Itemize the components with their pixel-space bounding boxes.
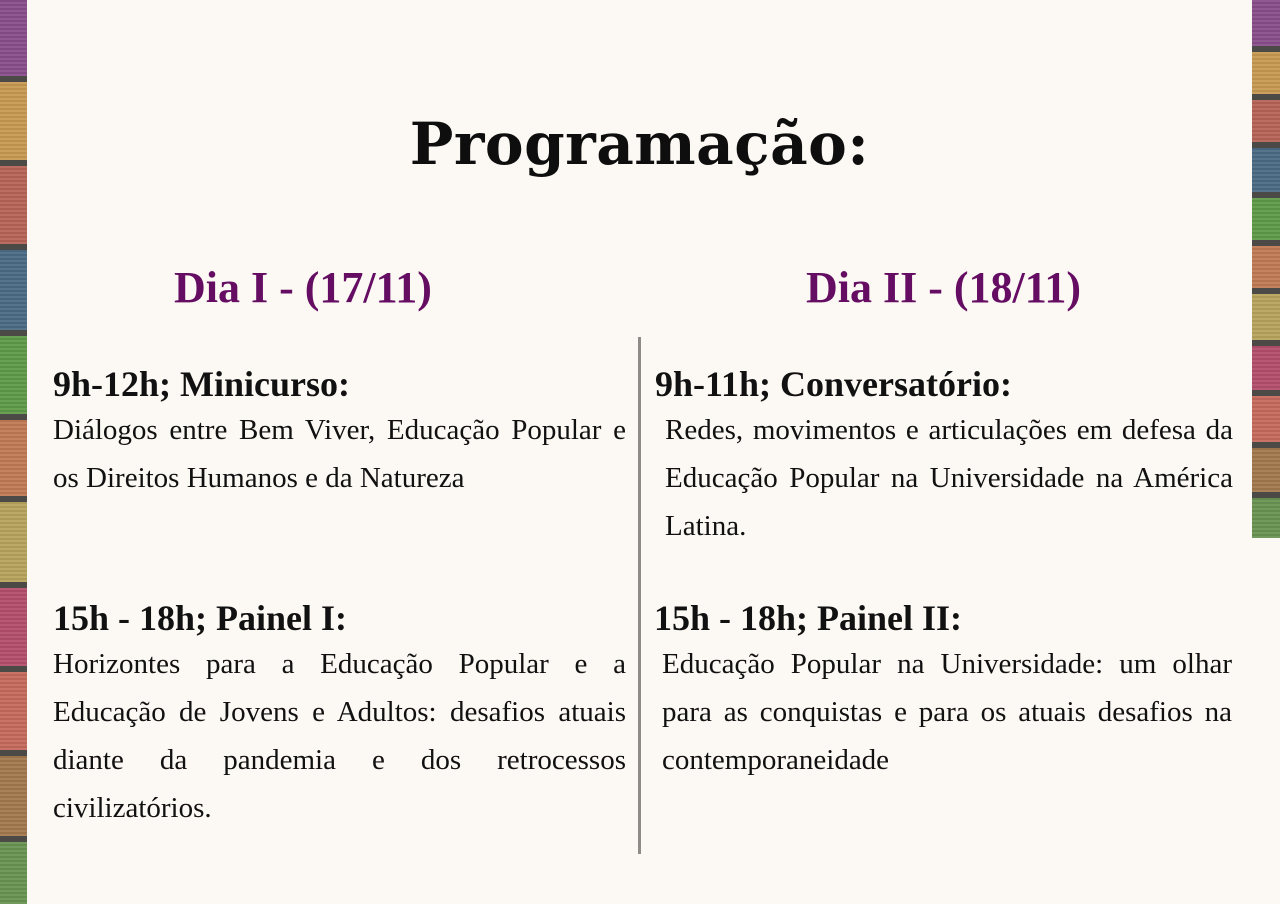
left-wood-stripe-decoration xyxy=(0,0,27,904)
day-1-session-1 xyxy=(53,362,626,502)
session-description: Diálogos entre Bem Viver, Educação Popular e os Direitos Humanos e da Natureza xyxy=(53,414,626,494)
day-2-session-1 xyxy=(655,362,1235,550)
session-description: Educação Popular na Universidade: um olhar para as conquistas e para os atuais desafios na contemporaneidade xyxy=(662,648,1232,776)
wood-plank xyxy=(1252,346,1280,396)
wood-plank xyxy=(0,842,27,904)
day-1-session-2 xyxy=(53,596,626,832)
wood-plank xyxy=(1252,498,1280,538)
wood-plank xyxy=(1252,448,1280,498)
day-2-session-2 xyxy=(654,596,1234,784)
day-2-heading: Dia II - (18/11) xyxy=(806,263,1081,312)
wood-plank xyxy=(1252,100,1280,148)
wood-plank xyxy=(1252,396,1280,448)
session-time-title: 15h - 18h; Painel I: xyxy=(53,598,348,638)
wood-plank xyxy=(0,250,27,336)
column-divider xyxy=(638,337,641,854)
wood-plank xyxy=(1252,148,1280,198)
wood-plank xyxy=(0,166,27,250)
session-time-title: 9h-11h; Conversatório: xyxy=(655,364,1012,404)
wood-plank xyxy=(0,0,27,82)
day-1-heading: Dia I - (17/11) xyxy=(174,263,432,312)
wood-plank xyxy=(0,672,27,756)
wood-plank xyxy=(1252,0,1280,52)
program-panel xyxy=(27,0,1252,904)
wood-plank xyxy=(0,502,27,588)
session-time-title: 15h - 18h; Painel II: xyxy=(654,598,963,638)
wood-plank xyxy=(1252,198,1280,246)
wood-plank xyxy=(0,420,27,502)
wood-plank xyxy=(1252,52,1280,100)
session-description: Horizontes para a Educação Popular e a Educação de Jovens e Adultos: desafios atuais diante da pandemia e dos retrocessos civilizatórios. xyxy=(53,648,626,824)
session-description: Redes, movimentos e articulações em defesa da Educação Popular na Universidade na América Latina. xyxy=(665,414,1233,542)
wood-plank xyxy=(0,82,27,166)
wood-plank xyxy=(1252,294,1280,346)
wood-plank xyxy=(0,588,27,672)
right-wood-stripe-decoration xyxy=(1252,0,1280,904)
wood-plank xyxy=(0,756,27,842)
page-title: Programação: xyxy=(409,110,870,178)
wood-plank xyxy=(0,336,27,420)
wood-plank xyxy=(1252,246,1280,294)
session-time-title: 9h-12h; Minicurso: xyxy=(53,364,350,404)
